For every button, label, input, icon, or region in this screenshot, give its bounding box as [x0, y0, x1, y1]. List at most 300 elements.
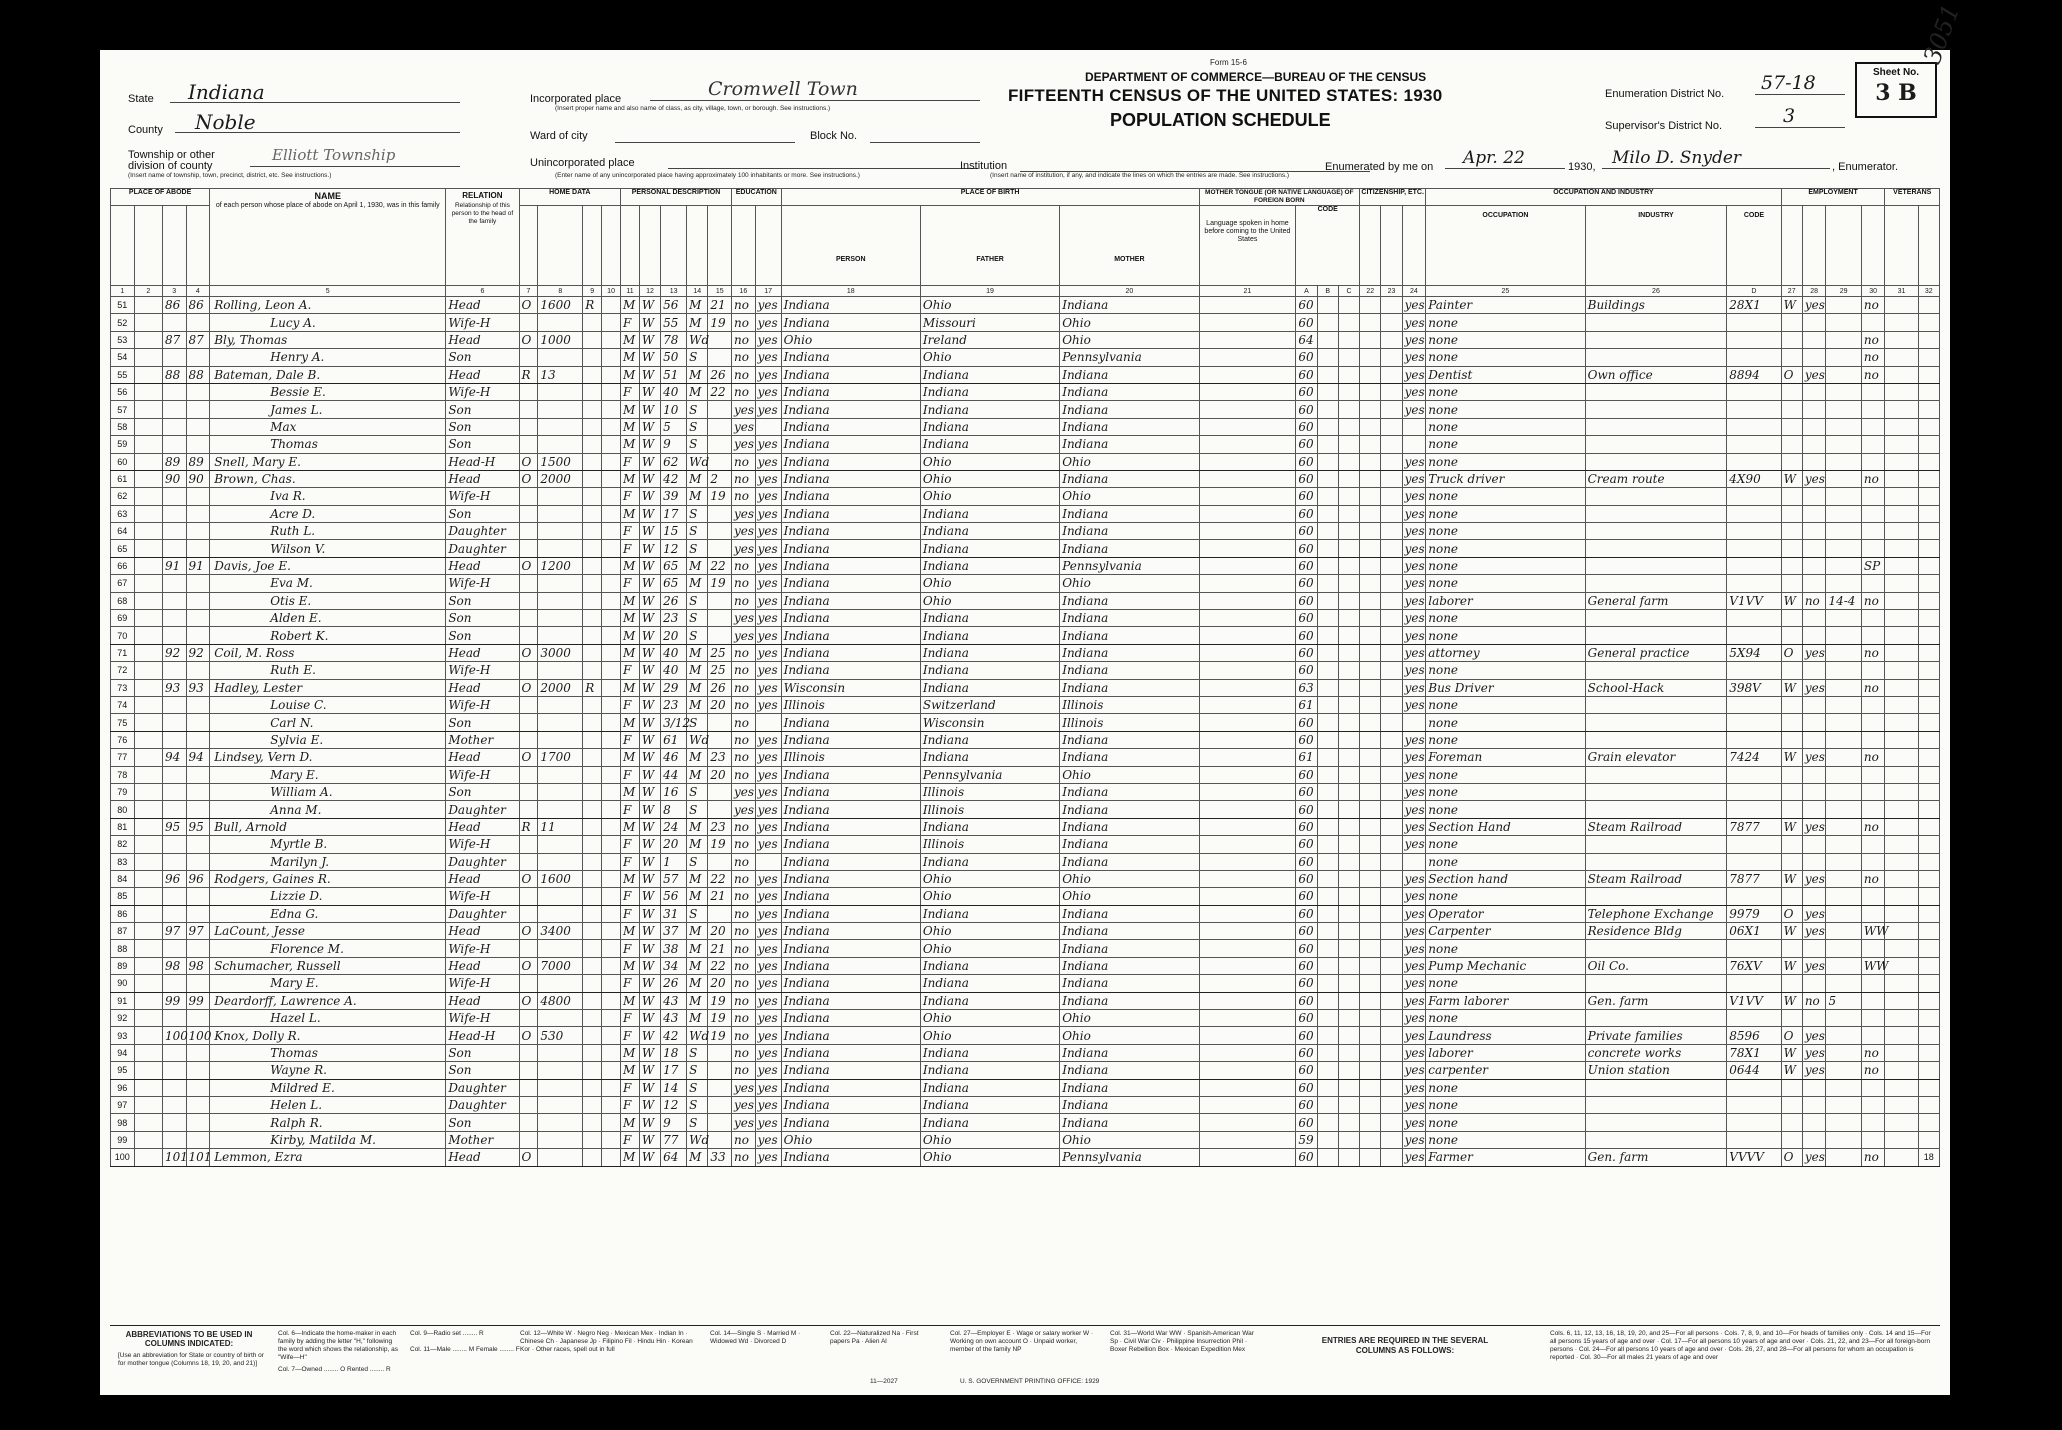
relation-cell: Head: [446, 331, 519, 348]
empty-cell: [1360, 888, 1381, 905]
veteran-cell: no: [1861, 349, 1885, 366]
sex-cell: F: [621, 696, 640, 713]
race-cell: W: [639, 957, 660, 974]
occupation-code-cell: 28X1: [1727, 297, 1781, 314]
relation-cell: Wife-H: [446, 696, 519, 713]
empty-cell: [1317, 297, 1338, 314]
can-read-write-cell: yes: [755, 383, 781, 400]
dwelling-number-cell: [162, 575, 186, 592]
tenure-cell: O: [519, 331, 538, 348]
empty-cell: [1885, 957, 1918, 974]
tenure-cell: [519, 575, 538, 592]
schedule-title: POPULATION SCHEDULE: [1110, 110, 1331, 130]
father-birthplace-cell: Illinois: [920, 783, 1059, 800]
mother-birthplace-cell: Indiana: [1060, 679, 1199, 696]
group-place-of-birth: PLACE OF BIRTH: [781, 189, 1199, 206]
industry-cell: [1585, 783, 1727, 800]
home-value-cell: 2000: [538, 679, 583, 696]
empty-cell: [1885, 540, 1918, 557]
census-row: [111, 766, 1940, 783]
empty-cell: [602, 1131, 621, 1148]
farm-schedule-cell: [1918, 349, 1939, 366]
sex-cell: F: [621, 836, 640, 853]
form-number: Form 15-6: [1210, 58, 1247, 67]
empty-cell: [602, 1149, 621, 1166]
age-at-marriage-cell: [708, 1044, 732, 1061]
empty-cell: [134, 905, 162, 922]
age-at-marriage-cell: [708, 853, 732, 870]
empty-cell: [134, 627, 162, 644]
relation-cell: Wife-H: [446, 940, 519, 957]
census-row: [111, 818, 1940, 835]
unincorporated-label: Unincorporated place: [530, 157, 635, 169]
occupation-cell: Bus Driver: [1426, 679, 1585, 696]
tenure-cell: O: [519, 923, 538, 940]
family-number-cell: [186, 523, 210, 540]
family-number-cell: [186, 627, 210, 644]
dwelling-number-cell: [162, 975, 186, 992]
veteran-cell: [1861, 314, 1885, 331]
employed-cell: [1802, 1096, 1826, 1113]
radio-cell: [583, 488, 602, 505]
empty-cell: [602, 557, 621, 574]
sex-cell: F: [621, 1131, 640, 1148]
occupation-code-cell: [1727, 1010, 1781, 1027]
sex-cell: F: [621, 766, 640, 783]
township-note: (Insert name of township, town, precinct, district, etc. See instructions.): [128, 172, 332, 179]
empty-cell: [1199, 349, 1296, 366]
home-value-cell: [538, 383, 583, 400]
school-attendance-cell: no: [732, 592, 756, 609]
marital-status-cell: M: [687, 557, 708, 574]
dwelling-number-cell: 101: [162, 1149, 186, 1166]
mother-birthplace-cell: Ohio: [1060, 575, 1199, 592]
class-of-worker-cell: W: [1781, 470, 1802, 487]
empty-cell: [1317, 975, 1338, 992]
column-number: 29: [1826, 286, 1861, 297]
empty-cell: [1360, 1062, 1381, 1079]
census-row: [111, 1010, 1940, 1027]
father-birthplace-cell: Indiana: [920, 957, 1059, 974]
empty-cell: [1381, 818, 1402, 835]
person-name-cell: Kirby, Matilda M.: [210, 1131, 446, 1148]
age-cell: 43: [661, 1010, 687, 1027]
race-cell: W: [639, 662, 660, 679]
can-read-write-cell: yes: [755, 1131, 781, 1148]
age-at-marriage-cell: [708, 627, 732, 644]
occupation-code-cell: [1727, 610, 1781, 627]
empty-cell: [1338, 1044, 1359, 1061]
home-value-cell: [538, 1044, 583, 1061]
empty-cell: [134, 331, 162, 348]
census-row: [111, 436, 1940, 453]
marital-status-cell: M: [687, 297, 708, 314]
empty-cell: [1885, 766, 1918, 783]
relation-cell: Head: [446, 557, 519, 574]
empty-cell: [134, 1044, 162, 1061]
empty-cell: [602, 905, 621, 922]
dwelling-number-cell: 96: [162, 870, 186, 887]
can-read-write-cell: yes: [755, 870, 781, 887]
person-name-cell: Thomas: [210, 436, 446, 453]
mother-birthplace-cell: Indiana: [1060, 905, 1199, 922]
birthplace-code-cell: 60: [1296, 975, 1317, 992]
birthplace-code-cell: 60: [1296, 557, 1317, 574]
can-read-write-cell: yes: [755, 1044, 781, 1061]
empty-cell: [134, 1096, 162, 1113]
empty-cell: [1199, 696, 1296, 713]
industry-cell: Steam Railroad: [1585, 818, 1727, 835]
empty-cell: [1338, 610, 1359, 627]
sex-cell: M: [621, 592, 640, 609]
tenure-cell: [519, 731, 538, 748]
empty-cell: [1360, 714, 1381, 731]
census-row: [111, 749, 1940, 766]
farm-schedule-cell: [1918, 505, 1939, 522]
group-home-data: HOME DATA: [519, 189, 621, 206]
can-read-write-cell: yes: [755, 957, 781, 974]
age-cell: 23: [661, 610, 687, 627]
column-number: 16: [732, 286, 756, 297]
school-attendance-cell: yes: [732, 783, 756, 800]
home-value-cell: [538, 610, 583, 627]
empty-cell: [1338, 557, 1359, 574]
sheet-number-box: [1855, 62, 1937, 118]
empty-cell: [1885, 453, 1918, 470]
sex-cell: F: [621, 975, 640, 992]
column-number: 20: [1060, 286, 1199, 297]
family-number-cell: [186, 905, 210, 922]
birthplace-cell: Indiana: [781, 1149, 920, 1166]
tenure-cell: [519, 418, 538, 435]
employed-cell: [1802, 314, 1826, 331]
can-read-write-cell: yes: [755, 888, 781, 905]
age-cell: 65: [661, 575, 687, 592]
dwelling-number-cell: [162, 1096, 186, 1113]
veteran-cell: no: [1861, 331, 1885, 348]
occupation-cell: Foreman: [1426, 749, 1585, 766]
race-cell: W: [639, 818, 660, 835]
empty-cell: [1381, 557, 1402, 574]
industry-cell: General farm: [1585, 592, 1727, 609]
speaks-english-cell: yes: [1402, 331, 1426, 348]
age-at-marriage-cell: [708, 1131, 732, 1148]
race-cell: W: [639, 1062, 660, 1079]
school-attendance-cell: no: [732, 749, 756, 766]
sheet-label: Sheet No.: [1872, 67, 1920, 78]
empty-cell: [1360, 957, 1381, 974]
empty-cell: [1360, 905, 1381, 922]
empty-cell: [1338, 540, 1359, 557]
race-cell: W: [639, 1079, 660, 1096]
empty-cell: [1360, 331, 1381, 348]
empty-cell: [1885, 314, 1918, 331]
entries-title: ENTRIES ARE REQUIRED IN THE SEVERAL COLUMNS AS FOLLOWS:: [1321, 1336, 1489, 1355]
farm-schedule-cell: [1918, 836, 1939, 853]
speaks-english-cell: yes: [1402, 575, 1426, 592]
birthplace-code-cell: 60: [1296, 644, 1317, 661]
empty-cell: [1317, 696, 1338, 713]
empty-cell: [1317, 1131, 1338, 1148]
birthplace-cell: Indiana: [781, 1096, 920, 1113]
race-cell: W: [639, 557, 660, 574]
dwelling-number-cell: 86: [162, 297, 186, 314]
census-sheet: [100, 0, 1966, 1395]
birthplace-cell: Indiana: [781, 783, 920, 800]
county-field: [175, 110, 460, 133]
census-row: [111, 696, 1940, 713]
speaks-english-cell: yes: [1402, 1010, 1426, 1027]
marital-status-cell: S: [687, 610, 708, 627]
farm-schedule-cell: [1918, 1114, 1939, 1131]
farm-schedule-cell: [1918, 1096, 1939, 1113]
can-read-write-cell: yes: [755, 1096, 781, 1113]
mother-birthplace-cell: Indiana: [1060, 1079, 1199, 1096]
state-label: State: [128, 93, 154, 105]
empty-cell: [1338, 1114, 1359, 1131]
employed-cell: [1802, 1131, 1826, 1148]
empty-cell: [602, 453, 621, 470]
group-header-row: [111, 189, 1940, 206]
empty-cell: [1199, 801, 1296, 818]
veteran-cell: [1861, 1096, 1885, 1113]
family-number-cell: [186, 975, 210, 992]
speaks-english-cell: yes: [1402, 505, 1426, 522]
empty-cell: [602, 923, 621, 940]
census-row: [111, 418, 1940, 435]
tenure-cell: [519, 436, 538, 453]
weeks-idle-cell: [1826, 523, 1861, 540]
person-name-cell: Marilyn J.: [210, 853, 446, 870]
tenure-cell: O: [519, 1027, 538, 1044]
father-birthplace-cell: Missouri: [920, 314, 1059, 331]
line-number: 99: [111, 1131, 135, 1148]
empty-cell: [1199, 366, 1296, 383]
empty-cell: [1199, 470, 1296, 487]
empty-cell: [1360, 1044, 1381, 1061]
census-row: [111, 453, 1940, 470]
occupation-code-cell: [1727, 888, 1781, 905]
class-of-worker-cell: [1781, 488, 1802, 505]
can-read-write-cell: yes: [755, 696, 781, 713]
can-read-write-cell: yes: [755, 349, 781, 366]
industry-cell: School-Hack: [1585, 679, 1727, 696]
dwelling-number-cell: [162, 314, 186, 331]
speaks-english-cell: yes: [1402, 1044, 1426, 1061]
empty-cell: [1381, 662, 1402, 679]
class-of-worker-cell: [1781, 418, 1802, 435]
father-birthplace-cell: Indiana: [920, 610, 1059, 627]
home-value-cell: [538, 523, 583, 540]
school-attendance-cell: no: [732, 957, 756, 974]
family-number-cell: 97: [186, 923, 210, 940]
family-number-cell: 88: [186, 366, 210, 383]
empty-cell: [1199, 610, 1296, 627]
radio-cell: [583, 644, 602, 661]
class-of-worker-cell: W: [1781, 992, 1802, 1009]
census-row: [111, 575, 1940, 592]
census-row: [111, 366, 1940, 383]
mother-birthplace-cell: Indiana: [1060, 853, 1199, 870]
tenure-cell: [519, 1079, 538, 1096]
person-name-cell: Snell, Mary E.: [210, 453, 446, 470]
occupation-code-cell: [1727, 731, 1781, 748]
footer-col6: Col. 6—Indicate the home-maker in each family by adding the letter "H," following the word which shows the relationship, as "Wife—H": [278, 1330, 398, 1361]
empty-cell: [1885, 749, 1918, 766]
employed-cell: [1802, 940, 1826, 957]
employed-cell: [1802, 696, 1826, 713]
age-cell: 17: [661, 1062, 687, 1079]
home-value-cell: [538, 975, 583, 992]
empty-cell: [1338, 957, 1359, 974]
mother-birthplace-cell: Indiana: [1060, 610, 1199, 627]
can-read-write-cell: yes: [755, 679, 781, 696]
industry-cell: [1585, 488, 1727, 505]
speaks-english-cell: yes: [1402, 488, 1426, 505]
line-number: 91: [111, 992, 135, 1009]
marital-status-cell: S: [687, 1114, 708, 1131]
empty-cell: [1199, 679, 1296, 696]
school-attendance-cell: no: [732, 331, 756, 348]
father-birthplace-cell: Indiana: [920, 679, 1059, 696]
home-value-cell: 1700: [538, 749, 583, 766]
family-number-cell: [186, 766, 210, 783]
weeks-idle-cell: [1826, 940, 1861, 957]
relation-cell: Son: [446, 592, 519, 609]
line-number: 62: [111, 488, 135, 505]
father-birthplace-cell: Ireland: [920, 331, 1059, 348]
empty-cell: [1381, 349, 1402, 366]
person-name-cell: Knox, Dolly R.: [210, 1027, 446, 1044]
mother-birthplace-cell: Indiana: [1060, 749, 1199, 766]
empty-cell: [1199, 505, 1296, 522]
race-cell: W: [639, 418, 660, 435]
empty-cell: [602, 383, 621, 400]
empty-cell: [1199, 888, 1296, 905]
school-attendance-cell: no: [732, 1131, 756, 1148]
dwelling-number-cell: [162, 714, 186, 731]
school-attendance-cell: no: [732, 714, 756, 731]
tenure-cell: [519, 523, 538, 540]
school-attendance-cell: no: [732, 888, 756, 905]
empty-cell: [602, 957, 621, 974]
weeks-idle-cell: [1826, 436, 1861, 453]
weeks-idle-cell: [1826, 870, 1861, 887]
empty-cell: [1360, 940, 1381, 957]
weeks-idle-cell: [1826, 470, 1861, 487]
dwelling-number-cell: [162, 592, 186, 609]
mother-birthplace-cell: Indiana: [1060, 523, 1199, 540]
age-at-marriage-cell: 21: [708, 888, 732, 905]
sex-cell: F: [621, 453, 640, 470]
radio-cell: [583, 1131, 602, 1148]
empty-cell: [1360, 801, 1381, 818]
occupation-code-cell: 76XV: [1727, 957, 1781, 974]
line-number: 60: [111, 453, 135, 470]
empty-cell: [1338, 975, 1359, 992]
home-value-cell: [538, 731, 583, 748]
empty-cell: [1360, 853, 1381, 870]
employed-cell: [1802, 349, 1826, 366]
dwelling-number-cell: [162, 383, 186, 400]
tenure-cell: [519, 714, 538, 731]
relation-cell: Son: [446, 714, 519, 731]
speaks-english-cell: yes: [1402, 401, 1426, 418]
weeks-idle-cell: [1826, 766, 1861, 783]
occupation-cell: Painter: [1426, 297, 1585, 314]
can-read-write-cell: yes: [755, 818, 781, 835]
empty-cell: [1381, 1079, 1402, 1096]
industry-cell: [1585, 662, 1727, 679]
column-number: 13: [661, 286, 687, 297]
empty-cell: [602, 644, 621, 661]
empty-cell: [1199, 627, 1296, 644]
footer-col12: Col. 12—White W · Negro Neg · Mexican Mex · Indian In · Chinese Ch · Japanese Jp · Filipino Fil · Hindu Hin · Korean Kor · Other races, spell out in full: [520, 1330, 693, 1353]
veteran-cell: [1861, 662, 1885, 679]
empty-cell: [1381, 401, 1402, 418]
age-at-marriage-cell: 19: [708, 992, 732, 1009]
empty-cell: [134, 575, 162, 592]
race-cell: W: [639, 470, 660, 487]
birthplace-code-cell: 60: [1296, 418, 1317, 435]
person-name-cell: Alden E.: [210, 610, 446, 627]
empty-cell: [602, 1062, 621, 1079]
empty-cell: [1360, 1131, 1381, 1148]
empty-cell: [1338, 1079, 1359, 1096]
veteran-cell: [1861, 992, 1885, 1009]
empty-cell: [1317, 818, 1338, 835]
can-read-write-cell: yes: [755, 783, 781, 800]
empty-cell: [134, 679, 162, 696]
mother-birthplace-cell: Indiana: [1060, 297, 1199, 314]
empty-cell: [1199, 540, 1296, 557]
employed-cell: [1802, 853, 1826, 870]
census-row: [111, 905, 1940, 922]
empty-cell: [1360, 488, 1381, 505]
occupation-code-cell: [1727, 331, 1781, 348]
empty-cell: [1317, 627, 1338, 644]
dwelling-number-cell: [162, 488, 186, 505]
age-at-marriage-cell: [708, 783, 732, 800]
farm-schedule-cell: [1918, 853, 1939, 870]
census-row: [111, 940, 1940, 957]
empty-cell: [1317, 540, 1338, 557]
speaks-english-cell: yes: [1402, 870, 1426, 887]
relation-cell: Head: [446, 297, 519, 314]
age-at-marriage-cell: 26: [708, 679, 732, 696]
speaks-english-cell: yes: [1402, 992, 1426, 1009]
census-row: [111, 679, 1940, 696]
col-father: FATHER: [920, 206, 1059, 286]
weeks-idle-cell: [1826, 1096, 1861, 1113]
empty-cell: [1199, 1149, 1296, 1166]
census-row: [111, 853, 1940, 870]
race-cell: W: [639, 436, 660, 453]
farm-schedule-cell: [1918, 662, 1939, 679]
line-number: 77: [111, 749, 135, 766]
age-cell: 40: [661, 383, 687, 400]
farm-schedule-cell: [1918, 731, 1939, 748]
can-read-write-cell: yes: [755, 766, 781, 783]
empty-cell: [602, 627, 621, 644]
line-number: 55: [111, 366, 135, 383]
dwelling-number-cell: 87: [162, 331, 186, 348]
weeks-idle-cell: [1826, 731, 1861, 748]
empty-cell: [1885, 366, 1918, 383]
birthplace-cell: Ohio: [781, 1131, 920, 1148]
veteran-cell: no: [1861, 366, 1885, 383]
dwelling-number-cell: [162, 1010, 186, 1027]
